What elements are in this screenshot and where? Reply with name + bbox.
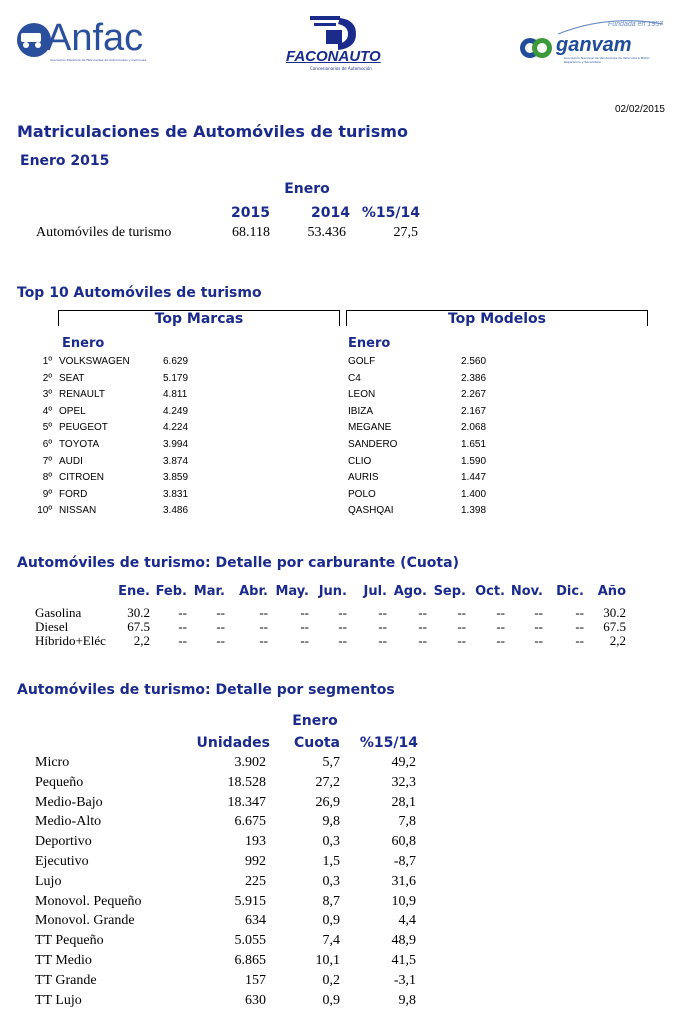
top10-modelo-value: 2.560: [461, 356, 487, 367]
top10-marca-value: 3.874: [163, 455, 189, 467]
fuel-cell: --: [259, 633, 268, 648]
top10-modelo-name: C4: [348, 372, 361, 384]
fuel-cell: --: [300, 619, 309, 634]
top10-marca-name: AUDI: [59, 455, 83, 467]
fuel-cell: --: [534, 605, 543, 620]
segment-share: 1,5: [322, 854, 340, 869]
top-modelos-header: Top Modelos: [346, 310, 648, 326]
top10-modelo-name: CLIO: [348, 455, 372, 467]
fuel-cell: --: [378, 605, 387, 620]
top10-row: [0, 489, 685, 505]
top10-marca-name: RENAULT: [59, 389, 105, 401]
ganvam-founded: Fundada en 1957: [608, 21, 663, 28]
fuel-cell: --: [534, 619, 543, 634]
summary-value-pct: 27,5: [393, 225, 418, 240]
fuel-month-header: Ene.: [118, 584, 150, 599]
segments-title: Automóviles de turismo: Detalle por segmentos: [17, 682, 395, 698]
segments-col-share: Cuota: [294, 735, 340, 751]
top10-rank: 10º: [37, 505, 52, 517]
segment-share: 0,9: [322, 913, 340, 929]
top10-marca-value: 3.486: [163, 505, 189, 517]
fuel-month-header: Jul.: [363, 584, 387, 599]
segment-label: Monovol. Grande: [35, 913, 135, 929]
top10-modelo-value: 1.447: [461, 472, 487, 484]
top10-modelo-value: 1.400: [461, 488, 487, 500]
fuel-month-header: Mar.: [193, 584, 225, 599]
segment-units: 193: [245, 834, 266, 850]
top10-rank: 5º: [42, 422, 52, 434]
fuel-cell: --: [457, 605, 466, 620]
fuel-month-header: Nov.: [510, 584, 543, 599]
fuel-cell: --: [575, 633, 584, 648]
segment-label: Monovol. Pequeño: [35, 893, 142, 909]
segments-col-pct: %15/14: [359, 735, 418, 751]
fuel-cell: --: [496, 605, 505, 620]
segment-units: 157: [245, 972, 266, 988]
fuel-cell: --: [418, 633, 427, 648]
fuel-cell: --: [338, 619, 347, 634]
fuel-cell: --: [457, 619, 466, 634]
top10-marca-value: 4.224: [163, 422, 189, 434]
fuel-cell: --: [259, 605, 268, 620]
segment-pct: 31,6: [391, 873, 416, 889]
segment-pct: 4,4: [398, 913, 416, 929]
top10-rank: 3º: [42, 389, 52, 401]
segment-share: 0,3: [322, 834, 340, 850]
top10-marca-name: FORD: [59, 488, 88, 500]
top-modelos-subheader: Enero: [348, 336, 391, 351]
segment-share: 10,1: [315, 953, 340, 968]
fuel-cell: 67.5: [127, 619, 150, 634]
top-marcas-subheader: Enero: [62, 336, 105, 351]
fuel-cell: --: [216, 633, 225, 648]
segments-col-units: Unidades: [196, 735, 270, 751]
fuel-cell: 2,2: [133, 633, 150, 648]
segment-units: 630: [245, 992, 266, 1008]
fuel-cell: --: [338, 605, 347, 620]
segment-label: TT Pequeño: [35, 933, 104, 949]
fuel-month-header: Dic.: [556, 584, 584, 599]
top10-modelo-value: 1.398: [461, 505, 487, 517]
fuel-cell: --: [300, 633, 309, 648]
fuel-cell: --: [259, 619, 268, 634]
top10-modelo-name: IBIZA: [348, 405, 374, 417]
top10-marca-name: OPEL: [59, 405, 86, 417]
top10-modelo-name: LEON: [348, 389, 376, 401]
fuel-cell: --: [300, 605, 309, 620]
anfac-subtitle: Asociación Española de Fabricantes de Automóviles y Camiones: [50, 58, 147, 62]
fuel-month-header: Abr.: [239, 584, 268, 599]
top10-rank: 4º: [42, 405, 52, 417]
summary-col-2014: 2014: [311, 205, 350, 221]
top10-modelo-value: 1.651: [461, 439, 487, 450]
faconauto-subtitle: Concesionarios de Automoción: [310, 66, 372, 71]
fuel-cell: 30.2: [603, 605, 626, 620]
segment-pct: 10,9: [391, 893, 416, 909]
top10-modelo-value: 1.590: [461, 455, 487, 467]
segment-label: TT Grande: [35, 972, 97, 988]
segment-pct: 7,8: [398, 814, 416, 830]
segment-share: 26,9: [315, 794, 340, 810]
fuel-cell: --: [457, 633, 466, 648]
top10-marca-value: 3.994: [163, 439, 189, 450]
top10-modelo-name: MEGANE: [348, 422, 392, 434]
top10-row: [0, 406, 685, 422]
top10-modelo-name: AURIS: [348, 472, 379, 484]
segment-label: Medio-Bajo: [35, 794, 103, 810]
top10-marca-value: 3.831: [163, 488, 189, 500]
fuel-cell: 67.5: [603, 619, 626, 634]
top10-rank: 2º: [42, 372, 52, 384]
segment-share: 7,4: [322, 933, 340, 949]
top10-modelo-value: 2.267: [461, 389, 487, 401]
top10-modelo-name: GOLF: [348, 356, 376, 367]
top10-row: [0, 456, 685, 472]
top10-marca-value: 4.811: [163, 389, 188, 401]
fuel-cell: --: [216, 619, 225, 634]
fuel-cell: --: [216, 605, 225, 620]
top10-marca-name: PEUGEOT: [59, 422, 108, 434]
top10-row: [0, 505, 685, 521]
segment-units: 225: [245, 873, 266, 889]
segment-share: 8,7: [322, 893, 340, 909]
top10-modelo-name: POLO: [348, 488, 376, 500]
top10-modelo-value: 2.386: [461, 372, 487, 384]
top10-rank: 9º: [42, 488, 52, 500]
segment-share: 5,7: [322, 755, 340, 770]
summary-row-label: Automóviles de turismo: [36, 225, 172, 240]
top10-modelo-value: 2.167: [461, 405, 487, 417]
fuel-month-header: Año: [597, 584, 626, 599]
top10-title: Top 10 Automóviles de turismo: [17, 285, 262, 301]
ganvam-subtitle: Asociación Nacional de Vendedores de Vehículos a Motor, Reparación y Recambios: [564, 56, 651, 64]
top10-rank: 7º: [42, 455, 52, 467]
segment-units: 3.902: [234, 755, 266, 770]
segment-label: Pequeño: [35, 774, 84, 790]
top10-row: [0, 422, 685, 438]
fuel-cell: 2,2: [609, 633, 626, 648]
top-marcas-header: Top Marcas: [58, 310, 340, 326]
ganvam-logo: [518, 18, 668, 68]
fuel-month-header: Jun.: [318, 584, 347, 599]
segment-units: 5.055: [234, 933, 266, 949]
segments-group-header: Enero: [292, 713, 338, 729]
period-subtitle: Enero 2015: [20, 153, 110, 169]
fuel-month-header: Feb.: [155, 584, 187, 599]
fuel-cell: --: [378, 633, 387, 648]
segment-units: 6.865: [234, 953, 266, 968]
segment-units: 6.675: [234, 814, 266, 830]
fuel-cell: --: [378, 619, 387, 634]
anfac-logo: [14, 18, 174, 66]
segment-pct: 41,5: [391, 953, 416, 968]
fuel-month-header: Oct.: [475, 584, 505, 599]
segment-pct: 49,2: [391, 755, 416, 770]
fuel-cell: --: [178, 605, 187, 620]
fuel-cell: --: [338, 633, 347, 648]
segment-share: 0,9: [322, 992, 340, 1008]
segment-pct: 60,8: [391, 834, 416, 850]
faconauto-logo-mark: [282, 12, 402, 52]
segment-pct: 9,8: [398, 992, 416, 1008]
top10-modelo-name: QASHQAI: [348, 505, 394, 517]
fuel-cell: 30.2: [127, 605, 150, 620]
top10-marca-name: CITROEN: [59, 472, 104, 484]
top10-marca-name: SEAT: [59, 372, 85, 384]
fuel-cell: --: [496, 619, 505, 634]
faconauto-wordmark: FACONAUTO: [286, 48, 381, 65]
fuel-row-label: Diesel: [35, 619, 69, 634]
top10-row: [0, 472, 685, 488]
summary-value-2014: 53.436: [307, 225, 346, 240]
top10-marca-name: TOYOTA: [59, 439, 100, 450]
segment-label: TT Medio: [35, 953, 92, 968]
top10-modelo-value: 2.068: [461, 422, 487, 434]
top10-row: [0, 373, 685, 389]
segment-units: 992: [245, 854, 266, 869]
segment-label: Medio-Alto: [35, 814, 102, 830]
top10-rank: 6º: [42, 439, 52, 450]
segment-pct: 48,9: [391, 933, 416, 949]
segment-units: 634: [245, 913, 266, 929]
segment-units: 5.915: [234, 893, 266, 909]
segment-label: Ejecutivo: [35, 854, 89, 869]
faconauto-logo: [282, 12, 402, 70]
fuel-month-header: Ago.: [393, 584, 427, 599]
report-date: 02/02/2015: [614, 104, 665, 115]
fuel-cell: --: [178, 619, 187, 634]
summary-col-pct: %15/14: [361, 205, 420, 221]
segment-pct: 28,1: [391, 794, 416, 810]
summary-col-2015: 2015: [231, 205, 270, 221]
segment-share: 9,8: [322, 814, 340, 830]
fuel-month-header: Sep.: [433, 584, 466, 599]
fuel-cell: --: [418, 605, 427, 620]
segment-label: Lujo: [35, 873, 62, 889]
top10-rank: 8º: [42, 472, 52, 484]
summary-value-2015: 68.118: [232, 225, 270, 240]
segment-pct: -3,1: [393, 972, 416, 988]
segment-pct: -8,7: [393, 854, 416, 869]
fuel-cell: --: [496, 633, 505, 648]
fuel-row-label: Híbrido+Eléc: [35, 633, 106, 648]
fuel-title: Automóviles de turismo: Detalle por carburante (Cuota): [17, 555, 459, 571]
segment-share: 0,3: [322, 873, 340, 889]
segment-label: Deportivo: [35, 834, 92, 850]
top10-marca-value: 3.859: [163, 472, 189, 484]
page-title: Matriculaciones de Automóviles de turismo: [17, 122, 408, 141]
fuel-table: [0, 584, 685, 654]
fuel-cell: --: [575, 605, 584, 620]
ganvam-wordmark: ganvam: [556, 34, 632, 56]
fuel-row-label: Gasolina: [35, 605, 82, 620]
fuel-cell: --: [575, 619, 584, 634]
fuel-cell: --: [534, 633, 543, 648]
fuel-cell: --: [178, 633, 187, 648]
top10-marca-value: 6.629: [163, 356, 189, 367]
anfac-wordmark: Anfac: [46, 17, 144, 59]
segment-share: 0,2: [322, 972, 340, 988]
top10-marca-name: NISSAN: [59, 505, 97, 517]
top10-rank: 1º: [42, 356, 52, 367]
segment-units: 18.528: [227, 774, 266, 790]
segment-pct: 32,3: [391, 774, 416, 790]
fuel-month-header: May.: [275, 584, 309, 599]
top10-row: [0, 356, 685, 372]
top10-row: [0, 439, 685, 455]
top10-row: [0, 389, 685, 405]
top10-marca-value: 5.179: [163, 372, 189, 384]
fuel-cell: --: [418, 619, 427, 634]
segment-share: 27,2: [315, 774, 340, 790]
top10-marca-name: VOLKSWAGEN: [59, 356, 130, 367]
segment-label: TT Lujo: [35, 992, 82, 1008]
top10-modelo-name: SANDERO: [348, 439, 398, 450]
segment-units: 18.347: [227, 794, 266, 810]
segment-label: Micro: [35, 755, 70, 770]
summary-group-header: Enero: [284, 181, 330, 197]
top10-marca-value: 4.249: [163, 405, 189, 417]
